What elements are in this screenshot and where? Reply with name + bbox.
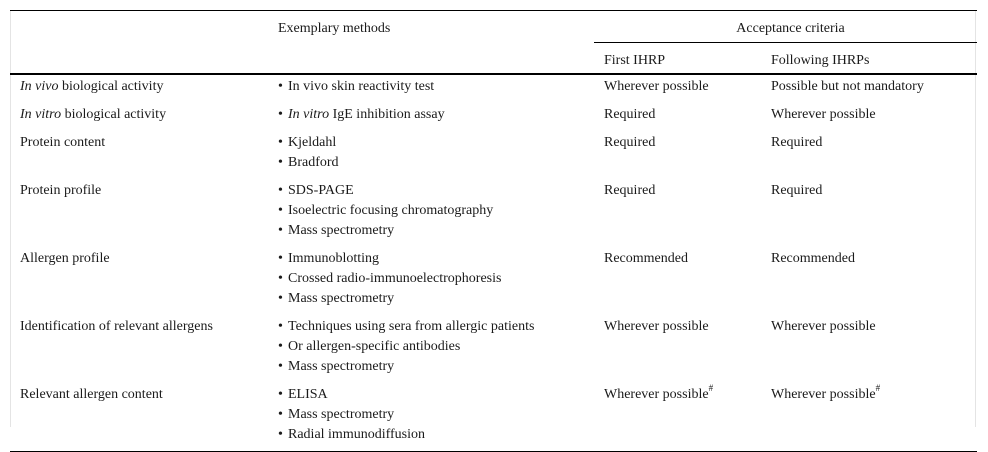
method-item: [278, 337, 594, 357]
cell-following-ihrps-text: Required: [771, 134, 823, 150]
method-text: Mass spectrometry: [288, 290, 395, 306]
table-header: [10, 11, 977, 74]
bullet-glyph: •: [278, 106, 283, 122]
header-empty-cell: [10, 11, 268, 43]
row-methods: [268, 245, 594, 313]
cell-following-ihrps: [761, 101, 977, 129]
method-text: IgE inhibition assay: [329, 106, 445, 122]
method-item: [278, 269, 594, 289]
row-methods: [268, 101, 594, 129]
methods-list: [278, 385, 594, 445]
method-item: [278, 357, 594, 377]
header-following-ihrps: Following IHRPs: [771, 53, 870, 68]
header-methods: Exemplary methods: [278, 21, 391, 36]
row-methods: [268, 313, 594, 381]
cell-first-ihrp: [594, 74, 761, 101]
method-text: Isoelectric focusing chromatography: [288, 202, 494, 218]
method-item: [278, 221, 594, 241]
row-label: [10, 177, 268, 245]
method-text: Mass spectrometry: [288, 358, 395, 374]
bullet-glyph: •: [278, 250, 283, 266]
method-text: Kjeldahl: [288, 134, 337, 150]
table-row: [10, 129, 977, 177]
bullet-glyph: •: [278, 318, 283, 334]
row-label-text: Protein content: [20, 134, 106, 150]
header-row-sub: [10, 43, 977, 74]
row-label-italic: In vivo: [20, 78, 59, 94]
row-label-text: Identification of relevant allergens: [20, 318, 213, 334]
row-methods: [268, 74, 594, 101]
row-methods: [268, 177, 594, 245]
cell-following-ihrps-text: Wherever possible: [771, 318, 876, 334]
row-methods: [268, 129, 594, 177]
cell-first-ihrp-text: Required: [604, 134, 656, 150]
methods-list: [278, 181, 594, 241]
methods-list: [278, 133, 594, 173]
methods-list: [278, 105, 594, 125]
cell-following-ihrps: [761, 74, 977, 101]
row-label-text: Allergen profile: [20, 250, 110, 266]
cell-first-ihrp: [594, 101, 761, 129]
method-item: [278, 385, 594, 405]
cell-first-ihrp-text: Required: [604, 106, 656, 122]
method-text: Or allergen-specific antibodies: [288, 338, 461, 354]
bullet-glyph: •: [278, 338, 283, 354]
method-item: [278, 289, 594, 309]
bullet-glyph: •: [278, 182, 283, 198]
row-label-text: Protein profile: [20, 182, 102, 198]
table-row: [10, 101, 977, 129]
row-methods: [268, 381, 594, 452]
header-empty-cell: [268, 43, 594, 74]
methods-list: [278, 249, 594, 309]
cell-following-ihrps: [761, 129, 977, 177]
method-item: [278, 317, 594, 337]
method-item: [278, 133, 594, 153]
method-item: [278, 181, 594, 201]
method-text: Techniques using sera from allergic patients: [288, 318, 535, 334]
cell-first-ihrp-text: Required: [604, 182, 656, 198]
methods-list: [278, 77, 594, 97]
header-first-ihrp: First IHRP: [604, 53, 666, 68]
cell-first-ihrp-text: Wherever possible: [604, 78, 709, 94]
cell-first-ihrp-text: Wherever possible: [604, 318, 709, 334]
row-label-text: biological activity: [61, 106, 167, 122]
method-text: SDS-PAGE: [288, 182, 354, 198]
method-item: [278, 201, 594, 221]
cell-following-ihrps: [761, 177, 977, 245]
method-text: Radial immunodiffusion: [288, 426, 426, 442]
row-label: [10, 381, 268, 452]
header-empty-cell: [10, 43, 268, 74]
cell-following-ihrps: [761, 381, 977, 452]
cell-first-ihrp: [594, 381, 761, 452]
cell-first-ihrp-text: Wherever possible: [604, 386, 709, 402]
bullet-glyph: •: [278, 386, 283, 402]
method-item: [278, 249, 594, 269]
cell-following-ihrps-text: Recommended: [771, 250, 855, 266]
cell-first-ihrp: [594, 313, 761, 381]
table-row: [10, 177, 977, 245]
acceptance-criteria-table: [10, 10, 977, 452]
method-text: Immunoblotting: [288, 250, 379, 266]
bullet-glyph: •: [278, 134, 283, 150]
method-text: Mass spectrometry: [288, 406, 395, 422]
method-item: [278, 405, 594, 425]
cell-first-ihrp: [594, 177, 761, 245]
cell-following-ihrps: [761, 313, 977, 381]
table-body: [10, 74, 977, 452]
bullet-glyph: •: [278, 270, 283, 286]
row-label-italic: In vitro: [20, 106, 62, 122]
footnote-mark: #: [708, 382, 714, 393]
method-item: [278, 425, 594, 445]
bullet-glyph: •: [278, 406, 283, 422]
bullet-glyph: •: [278, 154, 283, 170]
bullet-glyph: •: [278, 290, 283, 306]
bullet-glyph: •: [278, 222, 283, 238]
footnote-mark: #: [875, 382, 881, 393]
bullet-glyph: •: [278, 358, 283, 374]
method-item: [278, 153, 594, 173]
row-label-text: Relevant allergen content: [20, 386, 163, 402]
cell-first-ihrp: [594, 129, 761, 177]
header-acceptance-criteria: Acceptance criteria: [594, 11, 977, 43]
row-label: [10, 129, 268, 177]
row-label: [10, 245, 268, 313]
bullet-glyph: •: [278, 78, 283, 94]
cell-first-ihrp-text: Recommended: [604, 250, 688, 266]
cell-following-ihrps-text: Possible but not mandatory: [771, 78, 924, 94]
method-text: Crossed radio-immunoelectrophoresis: [288, 270, 502, 286]
row-label: [10, 101, 268, 129]
table-row: [10, 245, 977, 313]
method-text: In vivo skin reactivity test: [288, 78, 435, 94]
method-text: Mass spectrometry: [288, 222, 395, 238]
row-label: [10, 74, 268, 101]
bullet-glyph: •: [278, 426, 283, 442]
cell-following-ihrps: [761, 245, 977, 313]
method-text: ELISA: [288, 386, 328, 402]
method-item: [278, 77, 594, 97]
row-label: [10, 313, 268, 381]
bullet-glyph: •: [278, 202, 283, 218]
header-row-top: [10, 11, 977, 43]
cell-first-ihrp: [594, 245, 761, 313]
table-row: [10, 74, 977, 101]
table-row: [10, 313, 977, 381]
row-label-text: biological activity: [58, 78, 164, 94]
cell-following-ihrps-text: Wherever possible: [771, 386, 876, 402]
method-item: [278, 105, 594, 125]
cell-following-ihrps-text: Required: [771, 182, 823, 198]
methods-list: [278, 317, 594, 377]
method-text: Bradford: [288, 154, 339, 170]
table-row: [10, 381, 977, 452]
method-italic: In vitro: [288, 106, 330, 122]
cell-following-ihrps-text: Wherever possible: [771, 106, 876, 122]
